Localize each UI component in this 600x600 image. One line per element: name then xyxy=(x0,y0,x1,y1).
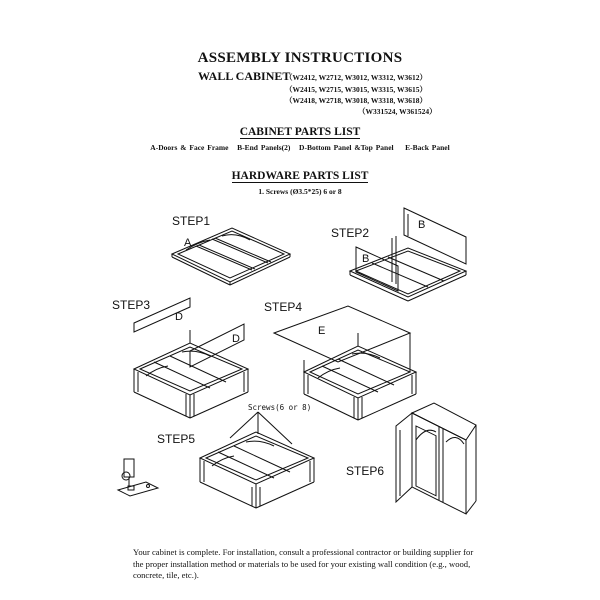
part-item: B-End Panels(2) xyxy=(237,143,291,152)
part-label-d-bottom: D xyxy=(232,333,240,345)
step3-diagram xyxy=(134,298,248,418)
cabinet-parts-heading: CABINET PARTS LIST xyxy=(239,126,361,138)
model-list-1: （W2412, W2712, W3012, W3312, W3612） xyxy=(285,73,427,82)
step5-label: STEP5 xyxy=(157,432,196,446)
model-list-4: （W331524, W361524） xyxy=(358,107,437,116)
model-list-3: （W2418, W2718, W3018, W3318, W3618） xyxy=(285,96,427,105)
hardware-item: 1. Screws (Ø3.5*25) 6 or 8 xyxy=(258,187,342,196)
document-title: ASSEMBLY INSTRUCTIONS xyxy=(197,50,403,66)
step4-label: STEP4 xyxy=(264,300,303,314)
screw-note: Screws(6 or 8) xyxy=(248,403,312,412)
model-list-2: （W2415, W2715, W3015, W3315, W3615） xyxy=(285,85,427,94)
part-item: D-Bottom Panel &Top Panel xyxy=(299,143,394,152)
part-label-a: A xyxy=(184,237,192,249)
step2-diagram xyxy=(350,208,466,301)
cabinet-type: WALL CABINET xyxy=(198,69,291,83)
part-label-b-left: B xyxy=(362,253,370,265)
part-label-b-right: B xyxy=(418,219,426,231)
step5-diagram xyxy=(118,412,314,508)
step3-label: STEP3 xyxy=(112,298,151,312)
part-label-d-top: D xyxy=(175,311,183,323)
step2-label: STEP2 xyxy=(331,226,370,240)
step1-label: STEP1 xyxy=(172,214,211,228)
part-item: A-Doors & Face Frame xyxy=(150,143,229,152)
hardware-parts-heading: HARDWARE PARTS LIST xyxy=(231,170,369,182)
step6-diagram xyxy=(396,403,476,514)
step1-diagram xyxy=(172,228,290,285)
part-item: E-Back Panel xyxy=(405,143,450,152)
completion-note: Your cabinet is complete. For installation, consult a professional contractor or building supplier for the proper installation method or materials to be used for your existing wall condition (e.g., wood, concrete, tile, etc.). xyxy=(133,547,474,580)
step6-label: STEP6 xyxy=(346,464,385,478)
step4-diagram xyxy=(274,306,416,420)
part-label-e: E xyxy=(318,325,326,337)
